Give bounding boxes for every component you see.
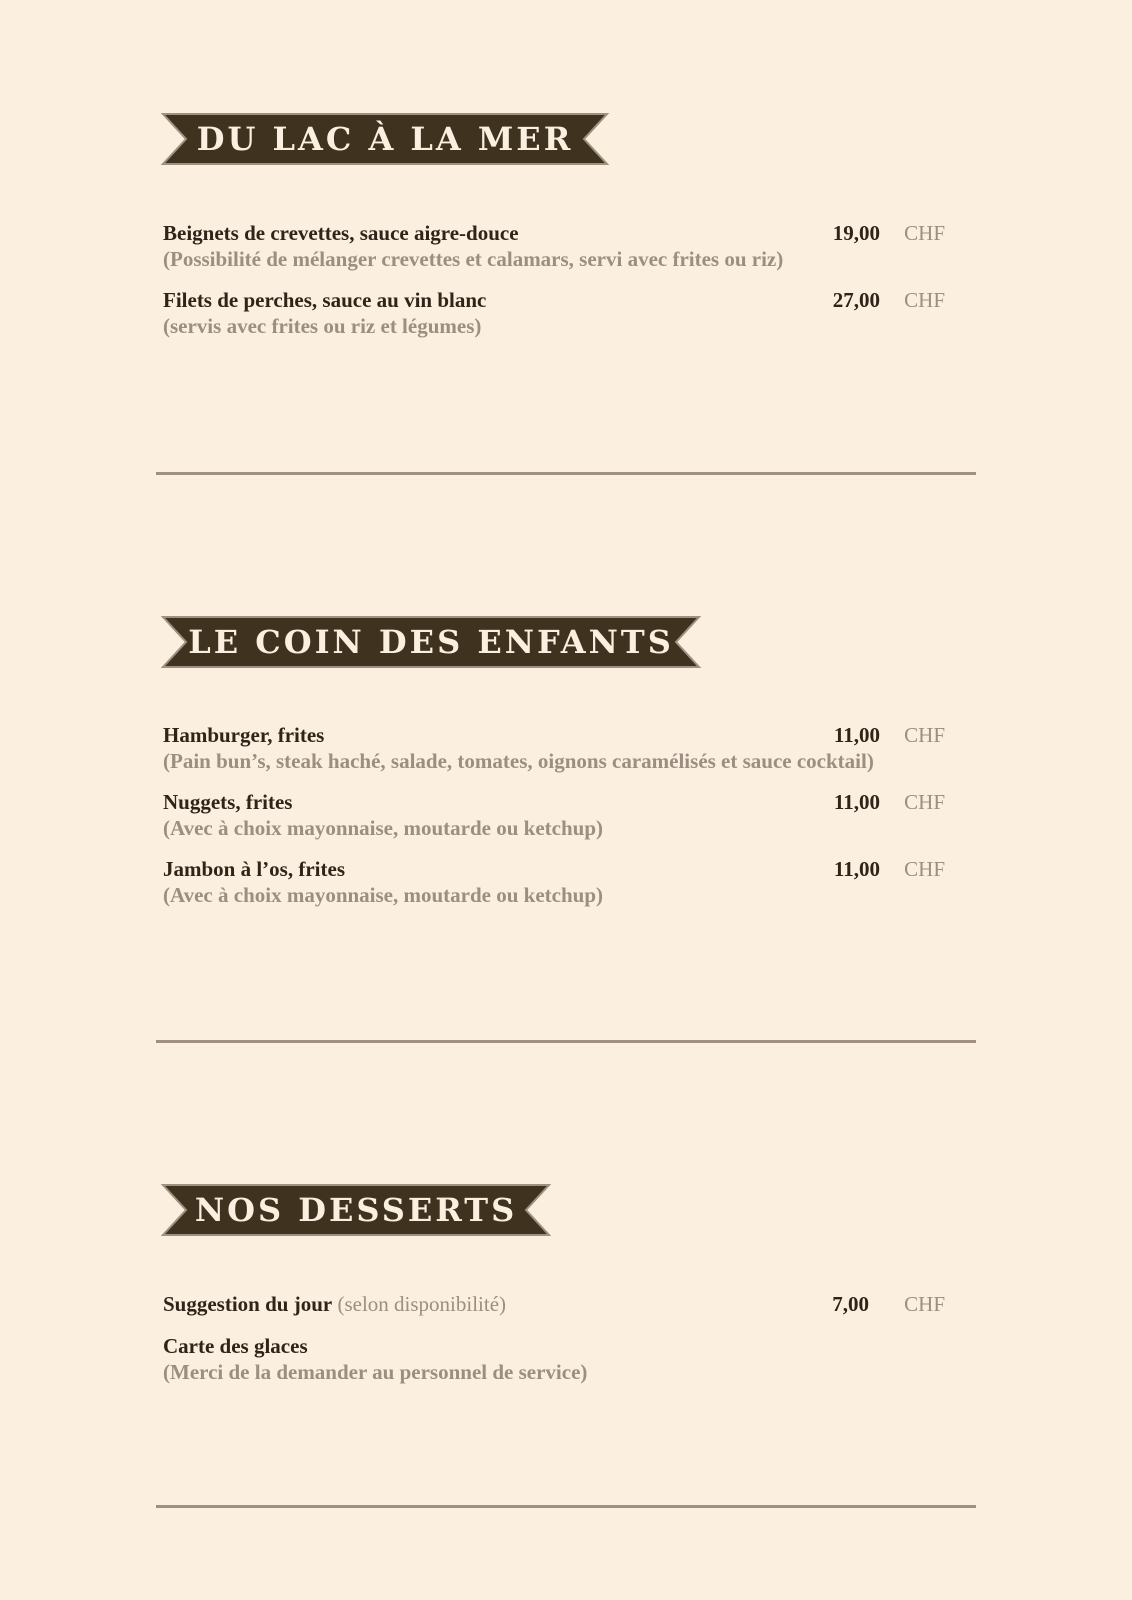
item-description: (servis avec frites ou riz et légumes) bbox=[163, 314, 482, 338]
menu-item bbox=[163, 287, 963, 339]
item-inline-description: (selon disponibilité) bbox=[332, 1292, 507, 1316]
section-title: LE COIN DES ENFANTS bbox=[188, 623, 674, 661]
section-banner-lac-mer bbox=[162, 113, 608, 165]
item-currency: CHF bbox=[904, 790, 945, 814]
section-divider bbox=[156, 472, 976, 475]
item-name: Hamburger, frites bbox=[163, 723, 325, 747]
item-price: 19,00 bbox=[832, 221, 880, 245]
item-name: Nuggets, frites bbox=[163, 790, 293, 814]
section-title: NOS DESSERTS bbox=[194, 1191, 518, 1229]
item-name-text: Suggestion du jour bbox=[163, 1292, 333, 1316]
menu-item bbox=[163, 220, 963, 272]
item-currency: CHF bbox=[904, 723, 945, 747]
section-banner-coin-enfants bbox=[162, 616, 700, 668]
item-description: (Avec à choix mayonnaise, moutarde ou ketchup) bbox=[163, 883, 604, 907]
item-name: Filets de perches, sauce au vin blanc bbox=[163, 288, 487, 312]
item-price: 11,00 bbox=[833, 790, 880, 814]
item-description: (Avec à choix mayonnaise, moutarde ou ketchup) bbox=[163, 816, 604, 840]
item-name: Beignets de crevettes, sauce aigre-douce bbox=[163, 221, 519, 245]
menu-item bbox=[163, 722, 963, 774]
item-name: Carte des glaces bbox=[163, 1334, 308, 1358]
item-price: 27,00 bbox=[832, 288, 880, 312]
section-banner-desserts bbox=[162, 1184, 550, 1236]
item-currency: CHF bbox=[904, 288, 945, 312]
menu-item bbox=[163, 1333, 963, 1385]
menu-item bbox=[163, 1291, 963, 1317]
section-divider bbox=[156, 1040, 976, 1043]
menu-item bbox=[163, 856, 963, 908]
item-description: (Pain bun’s, steak haché, salade, tomates, oignons caramélisés et sauce cocktail) bbox=[163, 749, 874, 773]
item-description: (Possibilité de mélanger crevettes et calamars, servi avec frites ou riz) bbox=[163, 247, 784, 271]
item-price: 11,00 bbox=[833, 857, 880, 881]
item-price: 7,00 bbox=[832, 1292, 869, 1316]
item-name: Jambon à l’os, frites bbox=[163, 857, 345, 881]
item-description: (Merci de la demander au personnel de service) bbox=[163, 1360, 588, 1384]
item-currency: CHF bbox=[904, 1292, 945, 1316]
section-title: DU LAC À LA MER bbox=[196, 120, 574, 158]
item-currency: CHF bbox=[904, 857, 945, 881]
item-currency: CHF bbox=[904, 221, 945, 245]
menu-item bbox=[163, 789, 963, 841]
section-divider bbox=[156, 1505, 976, 1508]
item-price: 11,00 bbox=[833, 723, 880, 747]
